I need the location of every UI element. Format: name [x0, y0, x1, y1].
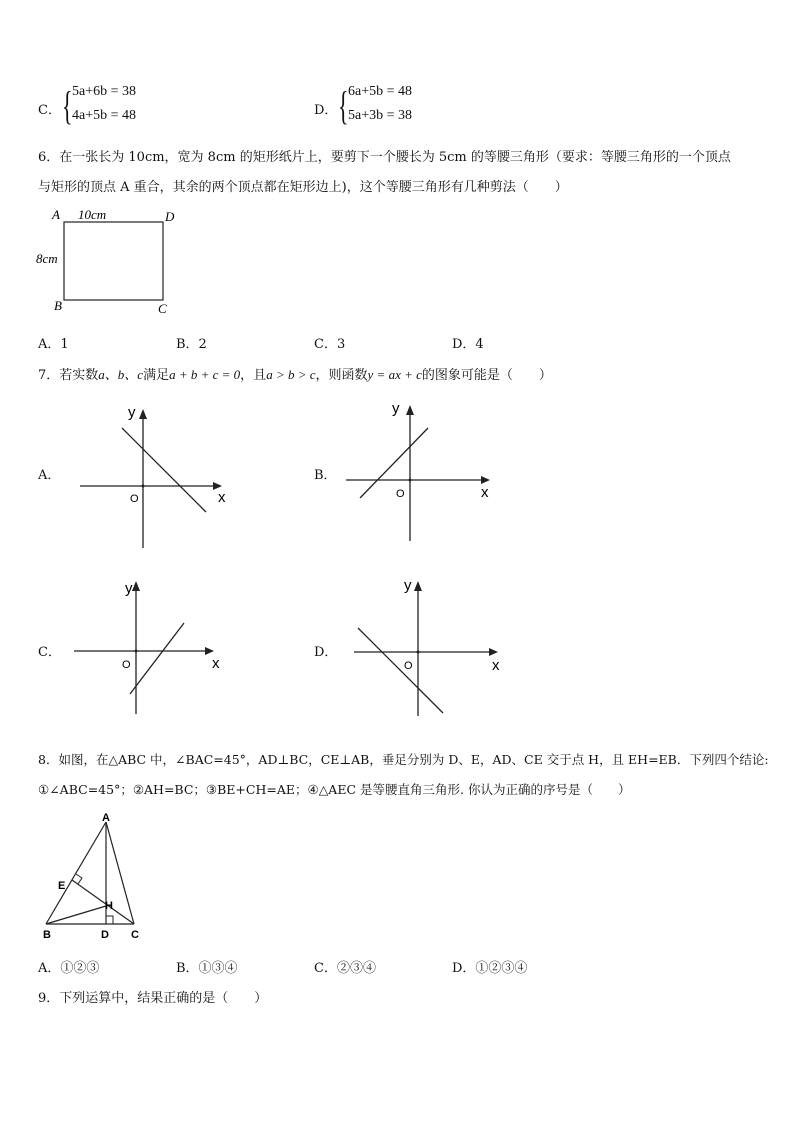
- q7-mid1: 满足: [143, 368, 170, 383]
- q7-a-y: y: [128, 404, 136, 421]
- q6-option-a[interactable]: A．1: [38, 337, 69, 352]
- q6-rectangle-figure: [34, 206, 184, 318]
- q7-text: [38, 364, 552, 383]
- q8-label-c: C: [131, 929, 139, 941]
- q7-b-y: y: [392, 400, 400, 417]
- q7-mid2: ，且: [240, 368, 267, 383]
- q7-option-d-label[interactable]: D．: [314, 645, 338, 660]
- q6-label-a: A: [52, 207, 60, 222]
- q5-option-d-label: D．: [314, 103, 338, 118]
- q7-d-x: x: [492, 657, 500, 674]
- q5-option-d[interactable]: [314, 84, 514, 130]
- q7-graph-b[interactable]: [340, 396, 510, 546]
- q7-vars: a、b、c: [98, 367, 144, 382]
- q8-text-line2: ①∠ABC=45°；②AH=BC；③BE+CH=AE；④△AEC 是等腰直角三角形. 你认为正确的序号是（ ）: [38, 782, 631, 797]
- q7-graph-c[interactable]: [70, 576, 240, 718]
- q5-d-eq1: 6a+5b = 48: [348, 84, 413, 99]
- q6-option-c[interactable]: C．3: [314, 337, 346, 352]
- q8-option-c[interactable]: C．②③④: [314, 961, 376, 976]
- q8-label-d: D: [101, 929, 109, 941]
- q7-mid3: ，则函数: [315, 368, 368, 383]
- q7-option-b-label[interactable]: B．: [314, 468, 337, 483]
- q5-c-eq2: 4a+5b = 48: [72, 108, 137, 123]
- q8-label-e: E: [58, 880, 66, 892]
- q8-option-b[interactable]: B．①③④: [176, 961, 238, 976]
- q8-option-a[interactable]: A．①②③: [38, 961, 100, 976]
- q7-graph-a[interactable]: [70, 400, 250, 550]
- q6-option-d[interactable]: D．4: [452, 337, 484, 352]
- brace-icon: {: [338, 83, 349, 128]
- q9-text: 9．下列运算中，结果正确的是（ ）: [38, 991, 268, 1006]
- q7-cond1: a + b + c = 0: [169, 367, 241, 382]
- q6-option-b[interactable]: B．2: [176, 337, 207, 352]
- q7-d-o: O: [404, 660, 413, 672]
- q6-label-c: C: [158, 301, 167, 316]
- q8-label-a: A: [102, 812, 110, 824]
- q7-b-o: O: [396, 488, 405, 500]
- brace-icon: {: [62, 83, 73, 128]
- q7-prefix: 7．若实数: [38, 368, 99, 383]
- q8-triangle-figure: [38, 810, 158, 946]
- q7-d-y: y: [404, 577, 412, 594]
- q6-label-side: 8cm: [36, 251, 58, 266]
- q7-b-x: x: [481, 484, 489, 501]
- q8-text-line1: 8．如图，在△ABC 中，∠BAC=45°，AD⊥BC，CE⊥AB，垂足分别为 D、E，AD、CE 交于点 H，且 EH=EB．下列四个结论:: [38, 752, 769, 767]
- q5-d-eq2: 5a+3b = 38: [348, 108, 413, 123]
- q7-option-c-label[interactable]: C．: [38, 645, 61, 660]
- q7-a-x: x: [218, 489, 226, 506]
- q5-option-c[interactable]: [38, 84, 238, 130]
- q6-label-d: D: [165, 209, 175, 224]
- q6-text-line1: 6．在一张长为 10cm，宽为 8cm 的矩形纸片上，要剪下一个腰长为 5cm 的等腰三角形（要求：等腰三角形的一个顶点: [38, 150, 731, 165]
- q5-option-c-label: C．: [38, 103, 61, 118]
- q8-label-b: B: [43, 929, 51, 941]
- q7-func: y = ax + c: [367, 367, 422, 382]
- q8-label-h: H: [105, 900, 113, 912]
- q7-c-x: x: [212, 655, 220, 672]
- q8-option-d[interactable]: D．①②③④: [452, 961, 528, 976]
- q7-cond2: a > b > c: [266, 367, 316, 382]
- q7-c-o: O: [122, 659, 131, 671]
- q6-label-top: 10cm: [78, 207, 107, 222]
- q7-a-o: O: [130, 493, 139, 505]
- q7-c-y: y: [125, 580, 133, 597]
- q6-label-b: B: [54, 298, 62, 313]
- q7-suffix: 的图象可能是（ ）: [421, 368, 552, 383]
- q7-option-a-label[interactable]: A．: [38, 468, 61, 483]
- q7-graph-d[interactable]: [350, 576, 520, 718]
- q6-text-line2: 与矩形的顶点 A 重合，其余的两个顶点都在矩形边上)，这个等腰三角形有几种剪法（ ）: [38, 180, 568, 195]
- q5-c-eq1: 5a+6b = 38: [72, 84, 137, 99]
